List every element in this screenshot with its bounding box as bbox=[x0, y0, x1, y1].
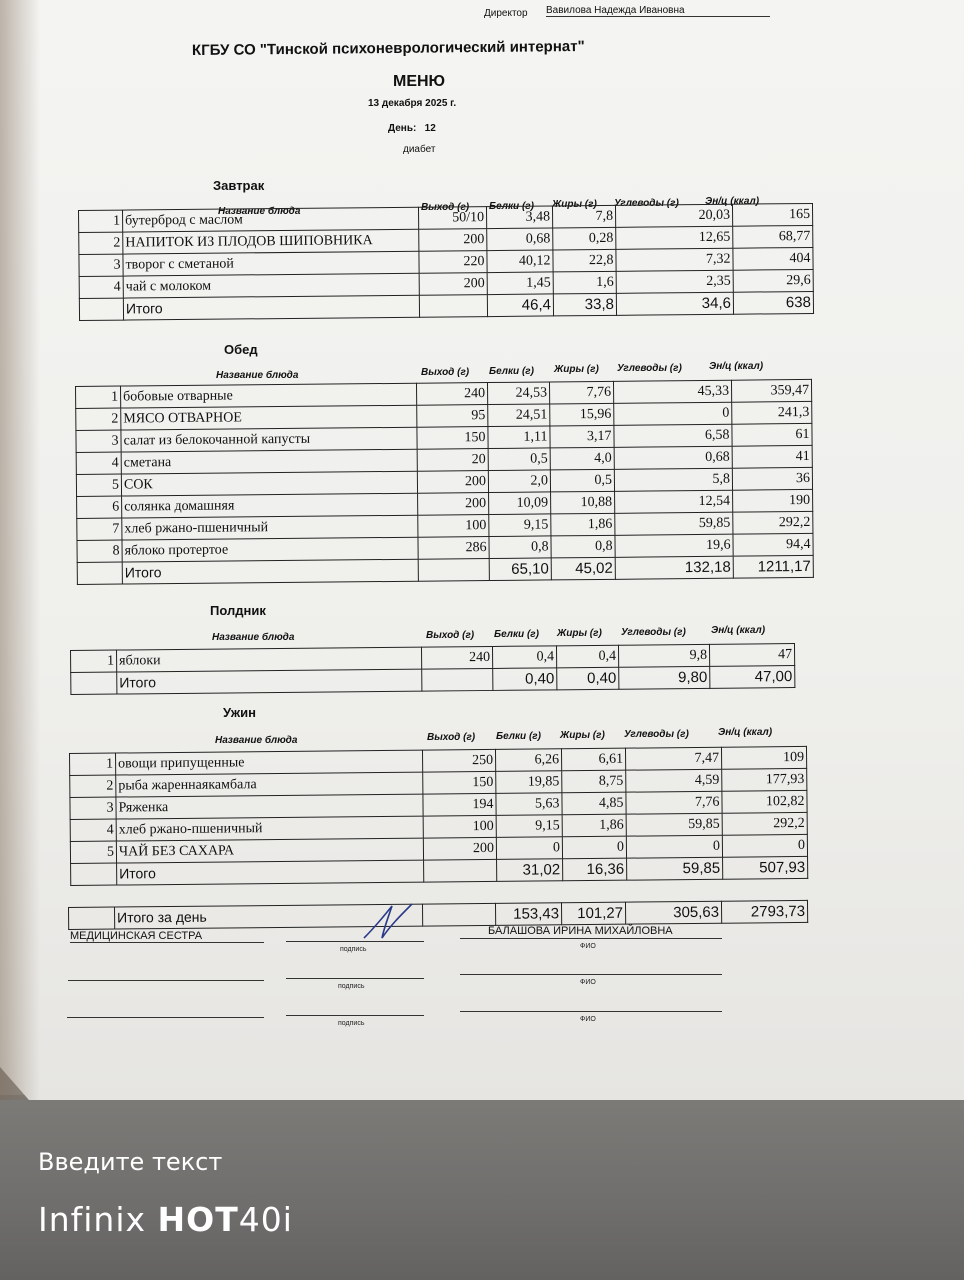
section-title-lunch: Обед bbox=[224, 342, 258, 357]
cell-output: 200 bbox=[419, 273, 487, 296]
cell-energy: 638 bbox=[733, 291, 813, 314]
photo-background bbox=[0, 1095, 964, 1280]
cell-dish-name: СОК bbox=[121, 471, 417, 496]
cell-fat: 101,27 bbox=[561, 902, 625, 925]
signature-line bbox=[68, 980, 264, 981]
cell-protein: 6,26 bbox=[495, 749, 561, 772]
cell-output: 240 bbox=[416, 383, 487, 406]
cell-fat: 4,85 bbox=[562, 792, 626, 815]
cell-empty bbox=[79, 298, 123, 320]
col-header-name: Название блюда bbox=[212, 632, 295, 643]
cell-carb: 59,85 bbox=[627, 857, 723, 880]
cell-output: 95 bbox=[417, 405, 488, 428]
cell-protein: 65,10 bbox=[489, 558, 551, 581]
col-header-carb: Углеводы (г) bbox=[617, 363, 682, 374]
cell-carb: 4,59 bbox=[626, 769, 722, 792]
cell-output: 150 bbox=[423, 771, 496, 794]
sign-caption: подпись bbox=[338, 983, 365, 990]
cell-fat: 1,86 bbox=[562, 814, 626, 837]
cell-energy: 2793,73 bbox=[721, 900, 807, 923]
cell-fat: 0,4 bbox=[556, 645, 618, 668]
cell-dish-name: яблоки bbox=[117, 647, 422, 672]
cell-output: 100 bbox=[423, 815, 496, 838]
cell-carb: 0 bbox=[626, 835, 722, 858]
day-number: День: 12 bbox=[388, 123, 436, 134]
cell-carb: 9,8 bbox=[618, 644, 709, 667]
col-header-energy: Эн/ц (ккал) bbox=[711, 625, 766, 636]
fio-caption: ФИО bbox=[580, 1016, 596, 1023]
cell-energy: 1211,17 bbox=[733, 555, 813, 578]
cell-carb: 5,8 bbox=[614, 468, 732, 491]
cell-output: 200 bbox=[423, 837, 496, 860]
cell-energy: 41 bbox=[732, 445, 812, 468]
cell-carb: 2,35 bbox=[616, 270, 733, 293]
cell-carb: 59,85 bbox=[615, 512, 733, 535]
cell-dish-name: яблоко протертое bbox=[122, 537, 418, 562]
cell-dish-name: творог с сметаной bbox=[123, 251, 419, 276]
cell-energy: 94,4 bbox=[733, 533, 813, 556]
signature-line bbox=[460, 938, 722, 939]
cell-protein: 0 bbox=[496, 837, 562, 860]
section-title-breakfast: Завтрак bbox=[213, 178, 265, 193]
diet-type: диабет bbox=[403, 144, 436, 155]
cell-fat: 0,40 bbox=[557, 667, 619, 690]
cell-fat: 1,86 bbox=[551, 513, 615, 536]
cell-protein: 31,02 bbox=[497, 859, 563, 882]
cell-fat: 22,8 bbox=[553, 249, 616, 272]
cell-carb: 7,76 bbox=[626, 791, 722, 814]
cell-carb: 12,65 bbox=[616, 226, 733, 249]
cell-total-label: Итого за день bbox=[115, 904, 423, 929]
cell-dish-name: бобовые отварные bbox=[121, 383, 417, 408]
cell-energy: 61 bbox=[732, 423, 812, 446]
cell-output: 200 bbox=[417, 471, 488, 494]
cell-protein: 1,11 bbox=[488, 426, 550, 449]
col-header-energy: Эн/ц (ккал) bbox=[718, 727, 773, 738]
cell-fat: 16,36 bbox=[563, 858, 627, 881]
cell-empty bbox=[77, 562, 122, 584]
nurse-label: МЕДИЦИНСКАЯ СЕСТРА bbox=[70, 930, 203, 942]
col-header-protein: Белки (г) bbox=[489, 366, 534, 377]
cell-protein: 0,5 bbox=[488, 448, 550, 471]
cell-fat: 10,88 bbox=[551, 491, 615, 514]
cell-protein: 0,4 bbox=[492, 646, 556, 669]
cell-carb: 19,6 bbox=[615, 534, 733, 557]
cell-empty bbox=[418, 559, 489, 582]
cell-fat: 0 bbox=[562, 836, 626, 859]
cell-carb: 45,33 bbox=[613, 380, 731, 403]
cell-output: 250 bbox=[422, 749, 495, 772]
cell-output: 240 bbox=[421, 646, 492, 669]
cell-protein: 10,09 bbox=[489, 492, 551, 515]
cell-protein: 0,68 bbox=[487, 228, 553, 251]
col-header-fat: Жиры (г) bbox=[557, 628, 602, 639]
cell-protein: 153,43 bbox=[495, 903, 561, 926]
col-header-energy: Эн/ц (ккал) bbox=[709, 361, 764, 372]
signature-line bbox=[286, 941, 424, 942]
cell-energy: 359,47 bbox=[731, 379, 811, 402]
cell-empty bbox=[69, 907, 115, 929]
col-header-fat: Жиры (г) bbox=[552, 199, 597, 210]
cell-dish-name: Ряженка bbox=[116, 794, 423, 819]
signature-line bbox=[460, 1011, 722, 1012]
cell-dish-name: ЧАЙ БЕЗ САХАРА bbox=[116, 838, 423, 863]
col-header-carb: Углеводы (г) bbox=[614, 198, 679, 209]
cell-number: 1 bbox=[76, 386, 121, 408]
sign-caption: подпись bbox=[338, 1020, 365, 1027]
cell-number: 6 bbox=[77, 496, 122, 518]
cell-number: 5 bbox=[76, 474, 121, 496]
cell-energy: 241,3 bbox=[732, 401, 812, 424]
col-header-fat: Жиры (г) bbox=[554, 364, 599, 375]
cell-output: 286 bbox=[418, 537, 489, 560]
cell-empty bbox=[71, 672, 117, 694]
col-header-name: Название блюда bbox=[218, 206, 301, 217]
cell-number: 8 bbox=[77, 540, 122, 562]
dinner-table bbox=[69, 746, 808, 886]
cell-energy: 47,00 bbox=[710, 666, 795, 689]
director-label: Директор bbox=[484, 8, 528, 19]
col-header-out: Выход (г) bbox=[421, 202, 470, 213]
cell-protein: 24,53 bbox=[487, 382, 549, 405]
cell-number: 2 bbox=[76, 408, 121, 430]
cell-number: 1 bbox=[70, 753, 116, 775]
cell-number: 3 bbox=[70, 797, 116, 819]
cell-output: 194 bbox=[423, 793, 496, 816]
cell-number: 3 bbox=[79, 254, 123, 276]
cell-carb: 0,68 bbox=[614, 446, 732, 469]
cell-dish-name: хлеб ржано-пшеничный bbox=[116, 816, 423, 841]
col-header-carb: Углеводы (г) bbox=[621, 627, 686, 638]
col-header-protein: Белки (г) bbox=[494, 629, 539, 640]
cell-number: 1 bbox=[79, 210, 123, 232]
cell-energy: 68,77 bbox=[733, 225, 813, 248]
cell-carb: 7,32 bbox=[616, 248, 733, 271]
paper-shadow bbox=[0, 0, 40, 1100]
cell-number: 4 bbox=[76, 452, 121, 474]
cell-output: 220 bbox=[419, 251, 487, 274]
text-input-overlay[interactable]: Введите текст bbox=[38, 1148, 223, 1176]
cell-energy: 190 bbox=[733, 489, 813, 512]
cell-number: 5 bbox=[70, 841, 116, 863]
col-header-energy: Эн/ц (ккал) bbox=[705, 196, 760, 207]
organization-title: КГБУ СО "Тинской психоневрологический интернат" bbox=[191, 37, 585, 60]
cell-dish-name: хлеб ржано-пшеничный bbox=[122, 515, 418, 540]
cell-protein: 9,15 bbox=[496, 815, 562, 838]
cell-energy: 292,2 bbox=[733, 511, 813, 534]
cell-output: 20 bbox=[417, 449, 488, 472]
cell-energy: 404 bbox=[733, 247, 813, 270]
cell-output: 200 bbox=[419, 229, 487, 252]
cell-carb: 6,58 bbox=[614, 424, 732, 447]
cell-carb: 305,63 bbox=[625, 901, 721, 924]
signature-line bbox=[286, 978, 424, 979]
cell-total-label: Итого bbox=[123, 295, 419, 320]
cell-energy: 109 bbox=[721, 746, 806, 769]
col-header-out: Выход (г) bbox=[426, 630, 475, 641]
cell-carb: 132,18 bbox=[615, 556, 733, 579]
col-header-fat: Жиры (г) bbox=[560, 730, 605, 741]
cell-number: 2 bbox=[79, 232, 123, 254]
cell-fat: 3,17 bbox=[550, 425, 614, 448]
cell-fat: 0,28 bbox=[553, 227, 616, 250]
cell-output: 200 bbox=[418, 493, 489, 516]
cell-empty bbox=[422, 668, 493, 691]
col-header-out: Выход (г) bbox=[421, 367, 470, 378]
cell-fat: 7,8 bbox=[552, 205, 615, 228]
cell-carb: 20,03 bbox=[615, 204, 732, 227]
section-title-dinner: Ужин bbox=[223, 705, 256, 720]
cell-dish-name: чай с молоком bbox=[123, 273, 419, 298]
cell-protein: 0,8 bbox=[489, 536, 551, 559]
cell-fat: 45,02 bbox=[551, 557, 615, 580]
cell-fat: 0,8 bbox=[551, 535, 615, 558]
signature-line bbox=[460, 974, 722, 975]
fio-caption: ФИО bbox=[580, 943, 596, 950]
breakfast-table bbox=[78, 203, 814, 321]
col-header-name: Название блюда bbox=[216, 370, 299, 381]
cell-dish-name: сметана bbox=[121, 449, 417, 474]
cell-total-label: Итого bbox=[117, 860, 424, 885]
col-header-carb: Углеводы (г) bbox=[624, 729, 689, 740]
cell-fat: 4,0 bbox=[550, 447, 614, 470]
fio-name: БАЛАШОВА ИРИНА МИХАЙЛОВНА bbox=[488, 925, 673, 937]
cell-carb: 0 bbox=[614, 402, 732, 425]
cell-fat: 1,6 bbox=[553, 271, 616, 294]
cell-dish-name: МЯСО ОТВАРНОЕ bbox=[121, 405, 417, 430]
cell-protein: 40,12 bbox=[487, 250, 553, 273]
page-title: МЕНЮ bbox=[393, 73, 446, 90]
camera-watermark: Infinix HOT40i bbox=[38, 1200, 293, 1239]
cell-empty bbox=[419, 295, 487, 318]
cell-number: 3 bbox=[76, 430, 121, 452]
signature-line bbox=[70, 942, 264, 943]
sign-caption: подпись bbox=[340, 946, 367, 953]
signature-line bbox=[67, 1017, 264, 1018]
cell-energy: 36 bbox=[732, 467, 812, 490]
cell-energy: 177,93 bbox=[722, 768, 807, 791]
cell-number: 2 bbox=[70, 775, 116, 797]
cell-dish-name: овощи припущенные bbox=[116, 750, 423, 775]
fio-caption: ФИО bbox=[580, 979, 596, 986]
cell-empty bbox=[422, 903, 495, 926]
cell-total-label: Итого bbox=[122, 559, 418, 584]
cell-number: 4 bbox=[79, 276, 123, 298]
cell-energy: 292,2 bbox=[722, 812, 807, 835]
cell-energy: 0 bbox=[722, 834, 807, 857]
col-header-out: Выход (г) bbox=[427, 732, 476, 743]
col-header-name: Название блюда bbox=[215, 735, 298, 746]
cell-fat: 15,96 bbox=[550, 403, 614, 426]
cell-energy: 507,93 bbox=[723, 856, 808, 879]
signature-line bbox=[286, 1015, 424, 1016]
cell-protein: 0,40 bbox=[493, 668, 557, 691]
cell-fat: 8,75 bbox=[562, 770, 626, 793]
cell-fat: 0,5 bbox=[550, 469, 614, 492]
cell-carb: 9,80 bbox=[619, 666, 710, 689]
cell-number: 7 bbox=[77, 518, 122, 540]
cell-protein: 46,4 bbox=[487, 294, 553, 317]
cell-energy: 29,6 bbox=[733, 269, 813, 292]
cell-dish-name: бутерброд с маслом bbox=[123, 207, 419, 232]
cell-energy: 102,82 bbox=[722, 790, 807, 813]
cell-carb: 7,47 bbox=[625, 747, 721, 770]
cell-dish-name: рыба жареннаякамбала bbox=[116, 772, 423, 797]
col-header-protein: Белки (г) bbox=[496, 731, 541, 742]
cell-fat: 7,76 bbox=[549, 381, 613, 404]
director-name: Вавилова Надежда Ивановна bbox=[546, 5, 770, 17]
cell-carb: 34,6 bbox=[616, 292, 733, 315]
lunch-table bbox=[75, 379, 814, 585]
cell-empty bbox=[71, 863, 117, 885]
cell-protein: 2,0 bbox=[488, 470, 550, 493]
cell-total-label: Итого bbox=[117, 669, 422, 694]
cell-dish-name: НАПИТОК ИЗ ПЛОДОВ ШИПОВНИКА bbox=[123, 229, 419, 254]
cell-dish-name: солянка домашняя bbox=[122, 493, 418, 518]
cell-fat: 33,8 bbox=[553, 293, 616, 316]
col-header-protein: Белки (г) bbox=[489, 201, 534, 212]
menu-date: 13 декабря 2025 г. bbox=[368, 98, 457, 109]
cell-protein: 5,63 bbox=[496, 793, 562, 816]
cell-empty bbox=[424, 859, 497, 882]
cell-output: 150 bbox=[417, 427, 488, 450]
snack-table bbox=[70, 643, 795, 695]
cell-output: 50/10 bbox=[418, 207, 486, 230]
section-title-snack: Полдник bbox=[210, 603, 266, 618]
cell-number: 1 bbox=[71, 650, 117, 672]
cell-protein: 24,51 bbox=[488, 404, 550, 427]
cell-protein: 3,48 bbox=[486, 206, 552, 229]
cell-carb: 59,85 bbox=[626, 813, 722, 836]
cell-protein: 9,15 bbox=[489, 514, 551, 537]
cell-fat: 6,61 bbox=[561, 748, 625, 771]
cell-energy: 165 bbox=[732, 203, 812, 226]
cell-protein: 1,45 bbox=[487, 272, 553, 295]
cell-output: 100 bbox=[418, 515, 489, 538]
cell-energy: 47 bbox=[709, 644, 794, 667]
cell-protein: 19,85 bbox=[496, 771, 562, 794]
cell-carb: 12,54 bbox=[615, 490, 733, 513]
cell-dish-name: салат из белокочанной капусты bbox=[121, 427, 417, 452]
cell-number: 4 bbox=[70, 819, 116, 841]
